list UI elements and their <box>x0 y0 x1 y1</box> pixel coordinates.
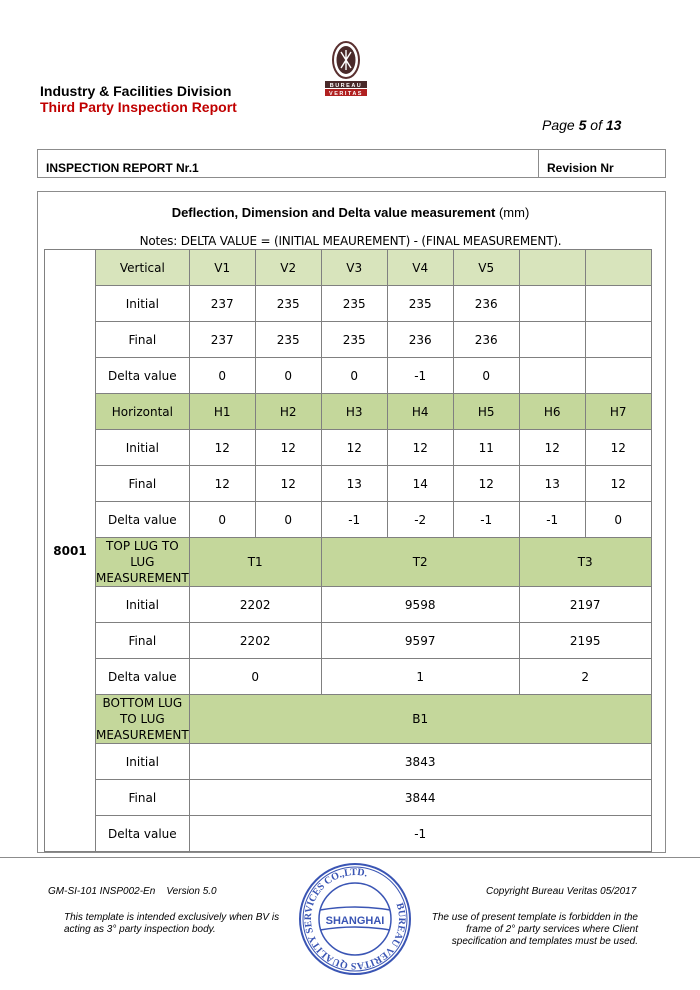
cell-initial: 2202 <box>189 587 321 623</box>
table-row <box>45 623 652 659</box>
column-header <box>585 250 651 286</box>
cell-initial: 12 <box>519 430 585 466</box>
cell-final <box>585 322 651 358</box>
column-header: T1 <box>189 538 321 587</box>
column-header: V5 <box>453 250 519 286</box>
cell-final: 12 <box>453 466 519 502</box>
table-row <box>45 816 652 852</box>
table-row <box>45 322 652 358</box>
column-header: V4 <box>387 250 453 286</box>
row-label-delta: Delta value <box>96 358 190 394</box>
cell-final: 12 <box>585 466 651 502</box>
cell-initial <box>585 286 651 322</box>
column-header: B1 <box>189 695 651 744</box>
row-label-final: Final <box>96 466 190 502</box>
cell-final: 9597 <box>321 623 519 659</box>
table-row <box>45 466 652 502</box>
company-stamp <box>296 860 414 978</box>
cell-final: 13 <box>519 466 585 502</box>
section-notes: Notes: DELTA VALUE = (INITIAL MEAUREMENT) - (FINAL MEASUREMENT). <box>139 234 562 248</box>
row-label-initial: Initial <box>96 587 190 623</box>
cell-initial: 2197 <box>519 587 651 623</box>
cell-final: 235 <box>321 322 387 358</box>
cell-initial: 3843 <box>189 744 651 780</box>
cell-delta: 0 <box>189 659 321 695</box>
column-header: T3 <box>519 538 651 587</box>
column-header: V2 <box>255 250 321 286</box>
cell-delta: 1 <box>321 659 519 695</box>
cell-final: 2202 <box>189 623 321 659</box>
cell-initial: 12 <box>387 430 453 466</box>
row-label-initial: Initial <box>96 430 190 466</box>
logo-text-top: BUREAU <box>329 83 363 89</box>
column-header: H6 <box>519 394 585 430</box>
cell-initial: 12 <box>189 430 255 466</box>
cell-final: 12 <box>189 466 255 502</box>
column-header <box>519 250 585 286</box>
cell-initial: 235 <box>255 286 321 322</box>
column-header: H7 <box>585 394 651 430</box>
table-row <box>45 502 652 538</box>
page-total: 13 <box>605 117 622 133</box>
report-type-title: Third Party Inspection Report <box>40 99 237 115</box>
bureau-veritas-logo <box>323 40 369 98</box>
cell-initial: 11 <box>453 430 519 466</box>
table-row <box>45 780 652 816</box>
section-title-main: Deflection, Dimension and Delta value measurement <box>171 205 496 220</box>
table-row <box>45 286 652 322</box>
table-row <box>45 587 652 623</box>
cell-final: 235 <box>255 322 321 358</box>
section-header-label: TOP LUG TO LUG MEASUREMENT <box>96 539 189 585</box>
row-label-delta: Delta value <box>96 659 190 695</box>
cell-delta: 0 <box>189 358 255 394</box>
cell-delta: 2 <box>519 659 651 695</box>
section-title-unit: (mm) <box>498 205 530 220</box>
cell-initial: 12 <box>321 430 387 466</box>
table-row <box>45 358 652 394</box>
page-prefix: Page <box>542 117 575 133</box>
cell-delta <box>519 358 585 394</box>
column-header: H2 <box>255 394 321 430</box>
cell-initial: 236 <box>453 286 519 322</box>
column-header: H5 <box>453 394 519 430</box>
section-title <box>37 205 664 220</box>
table-row <box>45 659 652 695</box>
column-header: T2 <box>321 538 519 587</box>
form-code: GM-SI-101 INSP002-En Version 5.0 <box>48 886 217 897</box>
cell-final: 237 <box>189 322 255 358</box>
cell-delta: 0 <box>189 502 255 538</box>
section-header-label: BOTTOM LUG TO LUG MEASUREMENT <box>96 696 189 742</box>
row-label-final: Final <box>96 780 190 816</box>
row-label-initial: Initial <box>96 744 190 780</box>
item-id-cell: 8001 <box>45 250 96 852</box>
table-row <box>45 430 652 466</box>
footer-divider <box>0 857 700 858</box>
cell-delta: 0 <box>255 502 321 538</box>
template-usage-note: This template is intended exclusively when BV is acting as 3° party inspection body. <box>64 912 280 935</box>
cell-delta: 0 <box>585 502 651 538</box>
table-header-row-bottom-lug <box>45 695 652 744</box>
cell-final <box>519 322 585 358</box>
page-of: of <box>590 117 602 133</box>
copyright-text: Copyright Bureau Veritas 05/2017 <box>486 886 637 897</box>
template-restriction-note: The use of present template is forbidden in the frame of 2° party services where Client specification and templates must be used. <box>431 912 638 947</box>
cell-delta: -1 <box>321 502 387 538</box>
cell-delta: 0 <box>321 358 387 394</box>
cell-initial: 12 <box>255 430 321 466</box>
cell-final: 14 <box>387 466 453 502</box>
report-header-bar <box>37 149 666 178</box>
table-header-row-vertical <box>45 250 652 286</box>
table-row <box>45 744 652 780</box>
measurement-table <box>44 249 652 852</box>
row-label-initial: Initial <box>96 286 190 322</box>
column-header: V1 <box>189 250 255 286</box>
table-header-row-horizontal <box>45 394 652 430</box>
stamp-ring-text: BUREAU VERITAS QUALITY SERVICES CO.,LTD. <box>302 866 408 972</box>
logo-text-bottom: VERITAS <box>329 91 363 97</box>
cell-initial <box>519 286 585 322</box>
column-header: H4 <box>387 394 453 430</box>
cell-delta: 0 <box>453 358 519 394</box>
stamp-center-text: SHANGHAI <box>325 915 385 927</box>
cell-delta: -1 <box>519 502 585 538</box>
cell-final: 12 <box>255 466 321 502</box>
cell-initial: 237 <box>189 286 255 322</box>
column-header: H3 <box>321 394 387 430</box>
cell-delta: 0 <box>255 358 321 394</box>
cell-delta: -1 <box>453 502 519 538</box>
cell-final: 2195 <box>519 623 651 659</box>
row-label-delta: Delta value <box>96 816 190 852</box>
revision-label: Revision Nr <box>547 161 614 175</box>
cell-delta: -1 <box>387 358 453 394</box>
table-header-row-top-lug <box>45 538 652 587</box>
cell-final: 236 <box>453 322 519 358</box>
page-current: 5 <box>578 117 587 133</box>
cell-initial: 235 <box>321 286 387 322</box>
report-number-label: INSPECTION REPORT Nr.1 <box>46 161 199 175</box>
cell-delta <box>585 358 651 394</box>
column-header: H1 <box>189 394 255 430</box>
row-label-final: Final <box>96 322 190 358</box>
cell-delta: -2 <box>387 502 453 538</box>
cell-final: 236 <box>387 322 453 358</box>
section-header-label: Horizontal <box>96 394 190 430</box>
cell-initial: 12 <box>585 430 651 466</box>
cell-initial: 235 <box>387 286 453 322</box>
row-label-delta: Delta value <box>96 502 190 538</box>
page-indicator <box>542 117 621 133</box>
row-label-final: Final <box>96 623 190 659</box>
cell-final: 13 <box>321 466 387 502</box>
column-header: V3 <box>321 250 387 286</box>
cell-final: 3844 <box>189 780 651 816</box>
cell-initial: 9598 <box>321 587 519 623</box>
section-header-label: Vertical <box>96 250 190 286</box>
division-title: Industry & Facilities Division <box>40 83 232 99</box>
cell-delta: -1 <box>189 816 651 852</box>
